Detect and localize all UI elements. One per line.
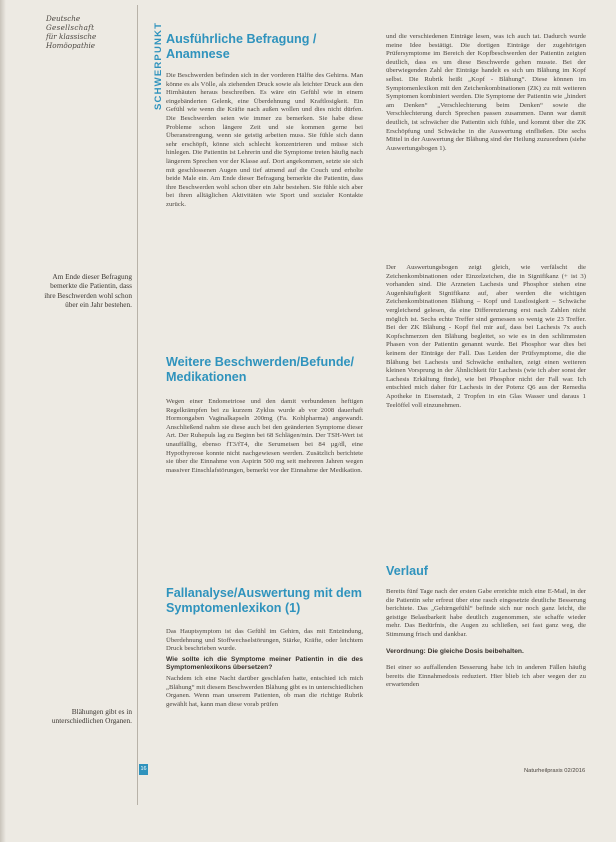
logo-line: Gesellschaft xyxy=(46,23,95,32)
margin-note-bloating: Blähungen gibt es in unterschiedlichen Organen. xyxy=(51,707,132,726)
text-column-2-middle xyxy=(386,264,586,556)
heading-befragung: Ausführliche Befragung / Anamnese xyxy=(166,32,317,61)
society-logo xyxy=(46,14,136,50)
paragraph-fallanalyse-2: Nachdem ich eine Nacht darüber geschlafen hatte, entschied ich mich „Blähung“ mit diesem Beschwerden Blähung gibt es in unterschiedlichen Organen. Wenn man unserem Patienten, ob man die richtige Rubrik gewählt hat, kann man diese vorab prüfen xyxy=(166,674,363,708)
paragraph-befragung: Die Beschwerden befinden sich in der vorderen Hälfte des Gehirns. Man könne es als Völle, als ziehenden Druck sowie als leichter Druck aus den Hirnhäuten heraus beschreiben. Es wäre ein Gefühl wie in einem eingebänderten Gelenk, eine Überdehnung und Kraftlosigkeit. Ein Gefühl wie wenn die Kräfte nach außen wollen und dies nicht dürfen. Die Beschwerden seien wie immer zu bemerken. Sie habe diese Probleme schon längere Zeit und sie kommen gerne bei Überanstrengung, wenn sie geistig arbeiten muss. Sie fühle sich dann sehr erschöpft, könne sich schlecht konzentrieren und müsse sich hinlegen. Die Patientin ist Lehrerin und die Symptome treten häufig nach längerem Sprechen vor der Klasse auf. Dort angekommen, setzte sie sich mit geschlossenen Augen und tief atmend auf die Couch und erholte beide Male ein. Am Ende dieser Befragung bemerkte die Patientin, dass ihre Beschwerden wohl schon über ein Jahr bestehen. Sie fühle sich aber bei ihren alltäglichen Aktivitäten wie Sport und sozialer Kontakte zurück. xyxy=(166,72,363,208)
question-text: Wie sollte ich die Symptome meiner Patientin in die des Symptomenlexikons übersetzen? xyxy=(166,655,363,672)
heading-verlauf: Verlauf xyxy=(386,564,428,578)
logo-line: Homöopathie xyxy=(46,41,96,50)
logo-line: Deutsche xyxy=(46,14,81,23)
margin-note-duration: Am Ende dieser Befragung bemerkte die Patientin, dass ihre Beschwerden wohl schon über ein Jahr bestehen. xyxy=(44,272,132,310)
heading-fallanalyse: Fallanalyse/Auswertung mit dem Symptomenlexikon (1) xyxy=(166,586,362,615)
section-tab-label: SCHWERPUNKT xyxy=(153,21,164,110)
margin-divider xyxy=(137,5,138,805)
paragraph-verlauf: Bereits fünf Tage nach der ersten Gabe erreichte mich eine E-Mail, in der die Patientin sehr erfreut über eine rasch eingesetzte deutliche Besserung berichtete. Das „Gehirngefühl“ befinde sich nur noch ganz leicht, die geistige Belastbarkeit habe deutlich zugenommen, sie schaffe wieder mehr. Das Bedürfnis, die Augen zu schließen, sei fast ganz weg, die Stimmung frisch und dankbar. xyxy=(386,588,586,638)
paragraph-weitere: Wegen einer Endometriose und den damit verbundenen heftigen Regelkrämpfen bei zu kurzem Zyklus wurde ab vor 2008 dauerhaft Hormongaben Vaginalkapseln 200mg (Fa. Kohlpharma) angewandt. Anschließend nahm sie diese auch bei den geänderten Symptome dieser Art. Der Ruhepuls lag zu Beginn bei 68 Schlägen/min. Der TSH-Wert ist unauffällig, ebenso fT3/fT4, die Serumeisen bei 84 µg/dl, eine Hypothyreose konnte nicht nachgewiesen werden. Zusätzlich berichtete sie über die Einnahme von Aspirin 500 mg seit mehreren Jahren wegen massiver Einschlafstörungen, bemerkt vor der Einnahme der Medikation. xyxy=(166,398,363,474)
paragraph-col2b: Der Auswertungsbogen zeigt gleich, wie verfälscht die Zeichenkombinationen oder Einzelzeichen, die in Signifikanz (+ ist 3) vorhanden sind. Die Arzneien Lachesis und Phosphor stehen eine Augenhäufigkeit Signifikanz auf, aber werden die wichtigen Zeichenkombinationen Blähung – Kopf und Lustlosigkeit – Schwäche vergleichend gelesen, da eine Differenzierung erst nach Zahlen nicht möglich ist. Sechs echte Treffer sind gemessen so wenig wie 23 Treffer. Bei der ZK Blähung - Kopf fiel mir auf, dass bei Lachesis 7x auch Kopfschmerzen den Blähung begleitet, so wie es in den schlimmsten Phasen von der Patientin genannt wurde. Bei Phosphor war dies bei keinem der Einträge der Fall. Das Leiden der Prüfsymptome, die die Blähung bei Lachesis und Schwäche enthalten, zeigt einen weiteren kleinen Vorsprung in der Ähnlichkeit für Lachesis (wie ich aber sonst der Lachesis Erkältung finde), wie bei Phosphor nicht der Fall war. Ich entschied mich daher für Lachesis in der Potenz Q6 aus der Remedia Apotheke in Eisenstadt, 2 Tropfen in ein Glas Wasser und daraus 1 Teelöffel voll einzunehmen. xyxy=(386,264,586,409)
text-column-2-top xyxy=(386,33,586,241)
prescription-note: Verordnung: Die gleiche Dosis beibehalten. xyxy=(386,647,524,655)
paragraph-col2c: Bei einer so auffallenden Besserung habe ich in anderen Fällen häufig bereits die Einnahmedosis reduziert. Hier blieb ich aber wegen der zu erwartenden xyxy=(386,664,586,689)
section-tab xyxy=(141,12,164,122)
page-number: 16 xyxy=(139,764,148,775)
logo-line: für klassische xyxy=(46,32,97,41)
text-fallanalyse xyxy=(166,628,363,766)
paragraph-fallanalyse: Das Hauptsymptom ist das Gefühl im Gehirn, das mit Entzündung, Überdehnung und Stoffwechselstörungen, Stärke, Kräfte, oder leichtem Druck beschrieben wurde. xyxy=(166,628,363,653)
journal-footer: Naturheilpraxis 02/2016 xyxy=(524,768,586,774)
text-befragung xyxy=(166,72,363,344)
heading-weitere: Weitere Beschwerden/Befunde/ Medikationen xyxy=(166,355,355,384)
text-verlauf xyxy=(386,588,586,768)
paragraph-col2a: und die verschiedenen Einträge lesen, was ich auch tat. Dadurch wurde meine Idee bestätigt. Die dortigen Einträge der zugehörigen Prüfersymptome im Bereich der Kopfbeschwerden der Patientin zeigten deutlich, dass es um diese Beschwerde gehen musste. Bei der überwiegenden Zahl der Einträge handelt es sich um Blähung im Kopf selbst. Die Rubrik heißt „Kopf - Blähung“. Diese können im Symptomenlexikon mit den Zeichenkombinationen (ZK) zu mit weiteren Symptomen kombiniert werden. Die Symptome der Patientin wie „hindert am Denken“ „Verschlechterung beim Denken“ sowie die Verschlechterung durch Sprechen passen zusammen. Dann war damit deutlich, ist schwächer die Patientin sich fühle, und kommt über die ZK Erschöpfung und Schwäche in die Auswertung einfließen. Die sechs Mittel in der Auswertung der Blähung sind der Heilung zuzuordnen (siehe Auswertungsbogen 1). xyxy=(386,33,586,152)
text-weitere xyxy=(166,398,363,570)
page-fold-shadow xyxy=(0,0,6,842)
